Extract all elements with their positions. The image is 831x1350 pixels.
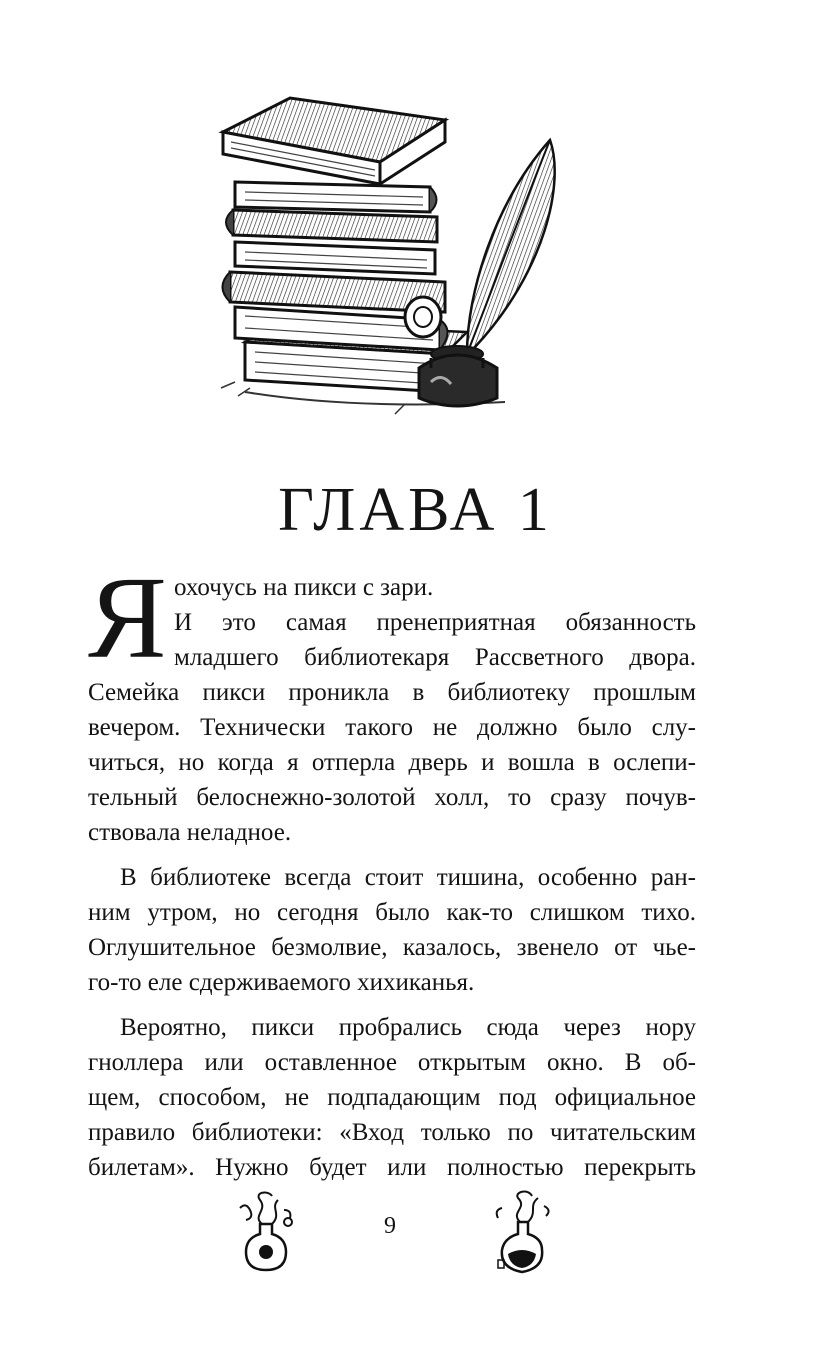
text-line: билетам». Нужно будет или полностью перекрыть — [88, 1154, 696, 1181]
text-line: охочусь на пикси с зари. — [174, 574, 434, 601]
text-line: ним утром, но сегодня было как-то слишком тихо. — [88, 899, 696, 926]
text-line: го-то еле сдерживаемого хихиканья. — [88, 969, 475, 996]
potion-bottle-icon — [232, 1188, 300, 1276]
text-line: Вероятно, пикси пробрались сюда через нору — [120, 1014, 696, 1041]
text-line: Семейка пикси проникла в библиотеку прошлым — [88, 679, 696, 706]
text-line: вечером. Технически такого не должно было слу- — [88, 714, 696, 741]
books-and-quill-illustration — [205, 92, 575, 427]
page-number: 9 — [384, 1213, 396, 1239]
text-line: гноллера или оставленное открытым окно. В об- — [88, 1049, 696, 1076]
text-line: В библиотеке всегда стоит тишина, особенно ран- — [120, 864, 696, 891]
text-line: И это самая пренеприятная обязанность — [174, 609, 696, 636]
drop-cap: Я — [88, 552, 167, 683]
chapter-title: ГЛАВА 1 — [278, 476, 553, 544]
text-line: читься, но когда я отперла дверь и вошла в ослепи- — [88, 749, 696, 776]
text-line: Оглушительное безмолвие, казалось, звенело от чье- — [88, 934, 696, 961]
potion-flask-icon — [488, 1188, 556, 1276]
text-line: тельный белоснежно-золотой холл, то сразу почув- — [88, 784, 696, 811]
text-line: младшего библиотекаря Рассветного двора. — [174, 644, 696, 671]
text-line: ствовала неладное. — [88, 819, 292, 846]
chapter-text — [88, 552, 696, 1185]
text-line: правило библиотеки: «Вход только по читательским — [88, 1119, 696, 1146]
text-line: щем, способом, не подпадающим под официальное — [88, 1084, 696, 1111]
